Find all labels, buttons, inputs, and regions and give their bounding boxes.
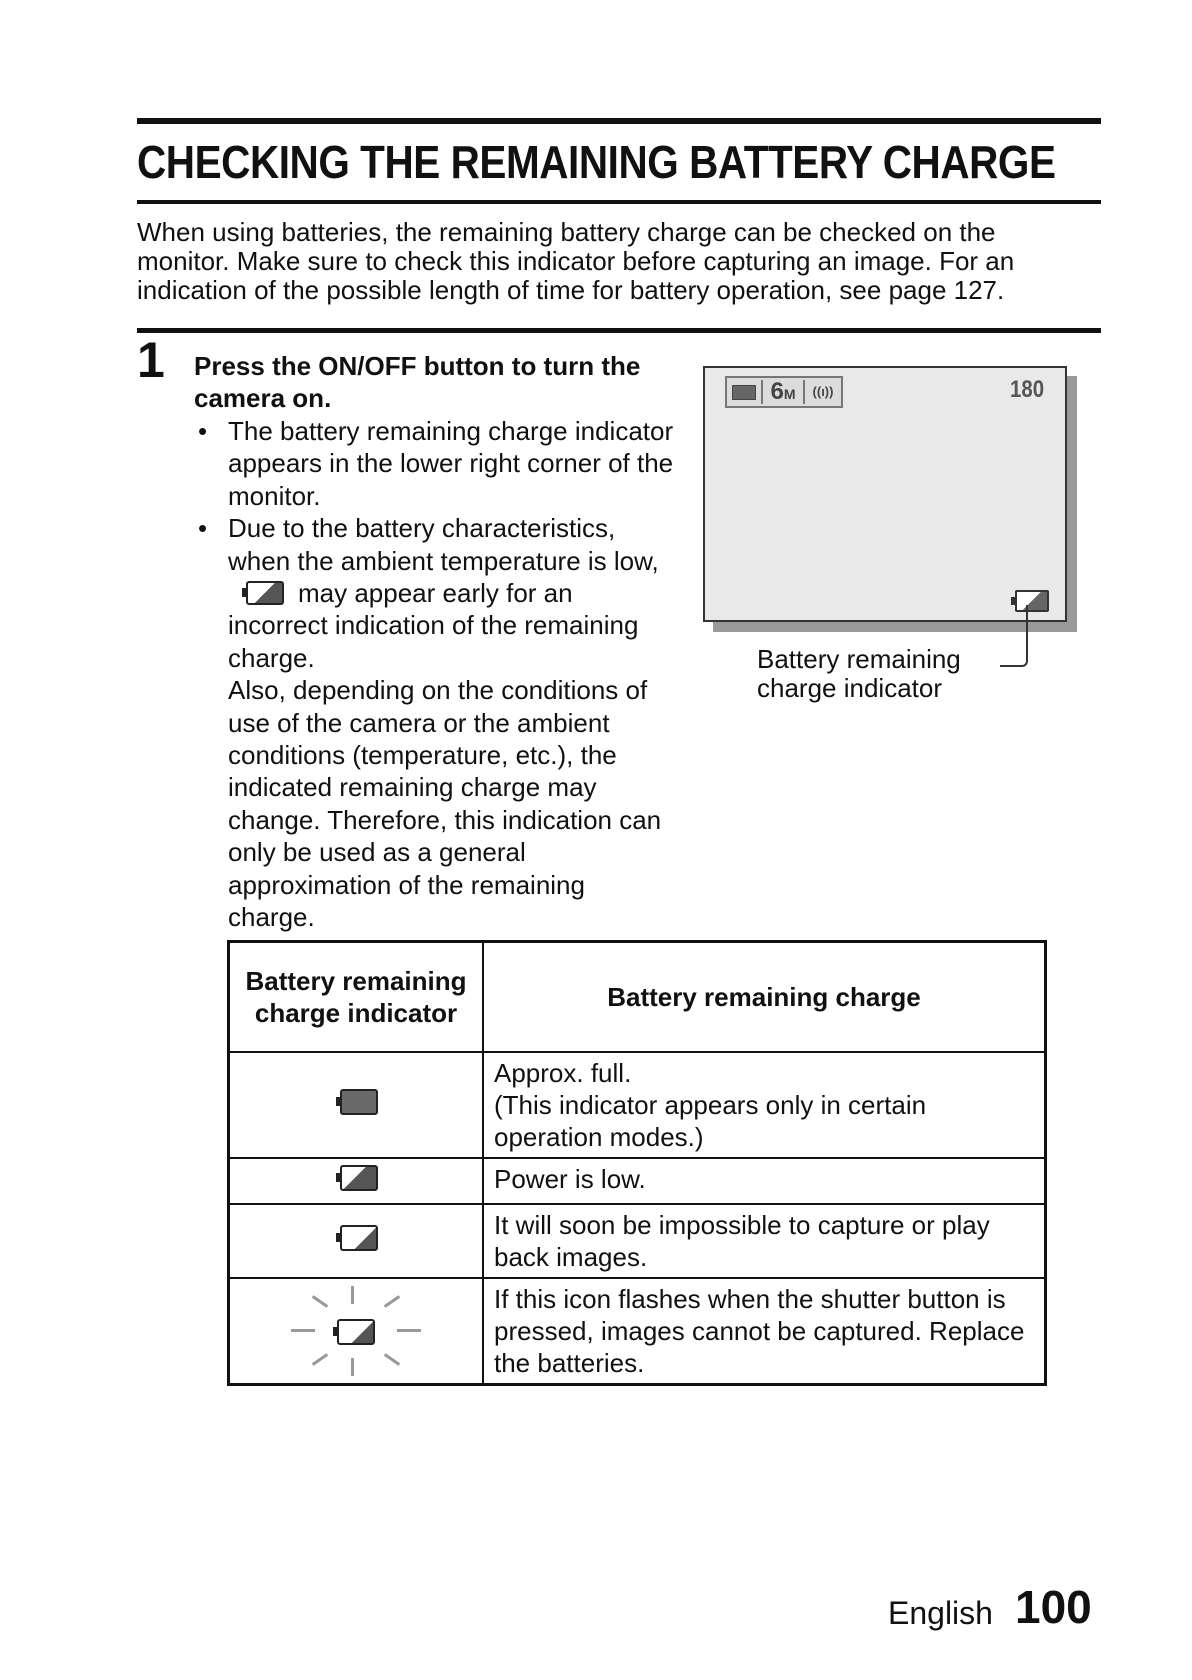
- header-indicator: Battery remaining charge indicator: [229, 942, 484, 1053]
- bullet-dot: •: [198, 513, 208, 544]
- battery-flashing-icon: [291, 1286, 421, 1376]
- resolution-icon: [763, 380, 805, 404]
- step-number: 1: [137, 332, 165, 388]
- top-rule: [137, 118, 1101, 124]
- flash-ray: [397, 1329, 421, 1332]
- monitor-status-icons: [725, 376, 843, 408]
- table-row: [229, 1052, 1046, 1158]
- bullet-text-part: Due to the battery characteristics, when the ambient temperature is low,: [228, 513, 659, 576]
- charge-text: It will soon be impossible to capture or play back images.: [494, 1210, 990, 1272]
- charge-text: (This indicator appears only in certain operation modes.): [494, 1090, 927, 1152]
- table-row: [229, 1278, 1046, 1385]
- camera-monitor-illustration: [703, 366, 1067, 622]
- charge-text: Power is low.: [494, 1164, 646, 1194]
- intro-line: indication of the possible length of time for battery operation, see page 127.: [137, 275, 1005, 305]
- charge-text: Approx. full.: [494, 1058, 632, 1088]
- table-row: [229, 1158, 1046, 1204]
- battery-low-icon: [340, 1165, 378, 1191]
- flash-ray: [384, 1353, 400, 1366]
- callout-label: Battery remaining charge indicator: [757, 644, 961, 703]
- bullet-text: The battery remaining charge indicator appears in the lower right corner of the monitor.: [228, 416, 674, 511]
- indicator-cell: [229, 1204, 484, 1278]
- battery-near-empty-icon: [340, 1225, 378, 1251]
- table-header-row: [229, 942, 1046, 1053]
- bullet-item: [198, 415, 678, 512]
- flash-ray: [351, 1286, 354, 1304]
- charge-text: If this icon flashes when the shutter button is pressed, images cannot be captured. Replace the batteries.: [494, 1284, 1025, 1378]
- step-title: Press the ON/OFF button to turn the camera on.: [194, 351, 641, 413]
- table-row: [229, 1204, 1046, 1278]
- intro-line: monitor. Make sure to check this indicator before capturing an image. For an: [137, 246, 1015, 276]
- indicator-cell: [229, 1158, 484, 1204]
- charge-cell: [483, 1052, 1046, 1158]
- charge-cell: [483, 1158, 1046, 1204]
- intro-paragraph: [137, 218, 1101, 305]
- charge-cell: [483, 1204, 1046, 1278]
- memory-card-icon: [727, 380, 763, 404]
- header-charge: Battery remaining charge: [483, 942, 1046, 1053]
- indicator-cell: [229, 1278, 484, 1385]
- indicator-cell: [229, 1052, 484, 1158]
- footer-language: English: [888, 1595, 993, 1631]
- battery-low-icon: [246, 581, 284, 605]
- battery-near-empty-icon: [337, 1319, 375, 1345]
- step-bullets: [198, 415, 678, 934]
- flash-ray: [384, 1295, 400, 1308]
- charge-cell: [483, 1278, 1046, 1385]
- step-rule: [137, 328, 1101, 333]
- bullet-text: [228, 512, 678, 674]
- shot-count: 180: [1009, 376, 1044, 403]
- signal-icon: ((ı)): [812, 384, 834, 399]
- battery-full-icon: [340, 1089, 378, 1115]
- bullet-item: [198, 512, 678, 933]
- battery-indicator-table: [227, 940, 1047, 1386]
- bullet-dot: •: [198, 416, 208, 446]
- page-title: CHECKING THE REMAINING BATTERY CHARGE: [137, 136, 1056, 188]
- resolution-value: 6: [770, 378, 784, 405]
- title-rule: [137, 200, 1101, 204]
- flash-ray: [312, 1295, 328, 1308]
- bullet-text-part: may appear early for an incorrect indication of the remaining charge.: [228, 578, 639, 673]
- flash-ray: [291, 1329, 315, 1332]
- page-number: 100: [1015, 1581, 1092, 1633]
- resolution-unit: M: [783, 386, 796, 402]
- intro-line: When using batteries, the remaining battery charge can be checked on the: [137, 217, 996, 247]
- flash-ray: [312, 1353, 328, 1366]
- callout-leader-line: [1000, 605, 1028, 667]
- flash-ray: [351, 1358, 354, 1376]
- bullet-text: Also, depending on the conditions of use of the camera or the ambient conditions (temperature, etc.), the indicated remaining charge may change. Therefore, this indication can only be used as a general approximation of the remaining charge.: [228, 675, 662, 933]
